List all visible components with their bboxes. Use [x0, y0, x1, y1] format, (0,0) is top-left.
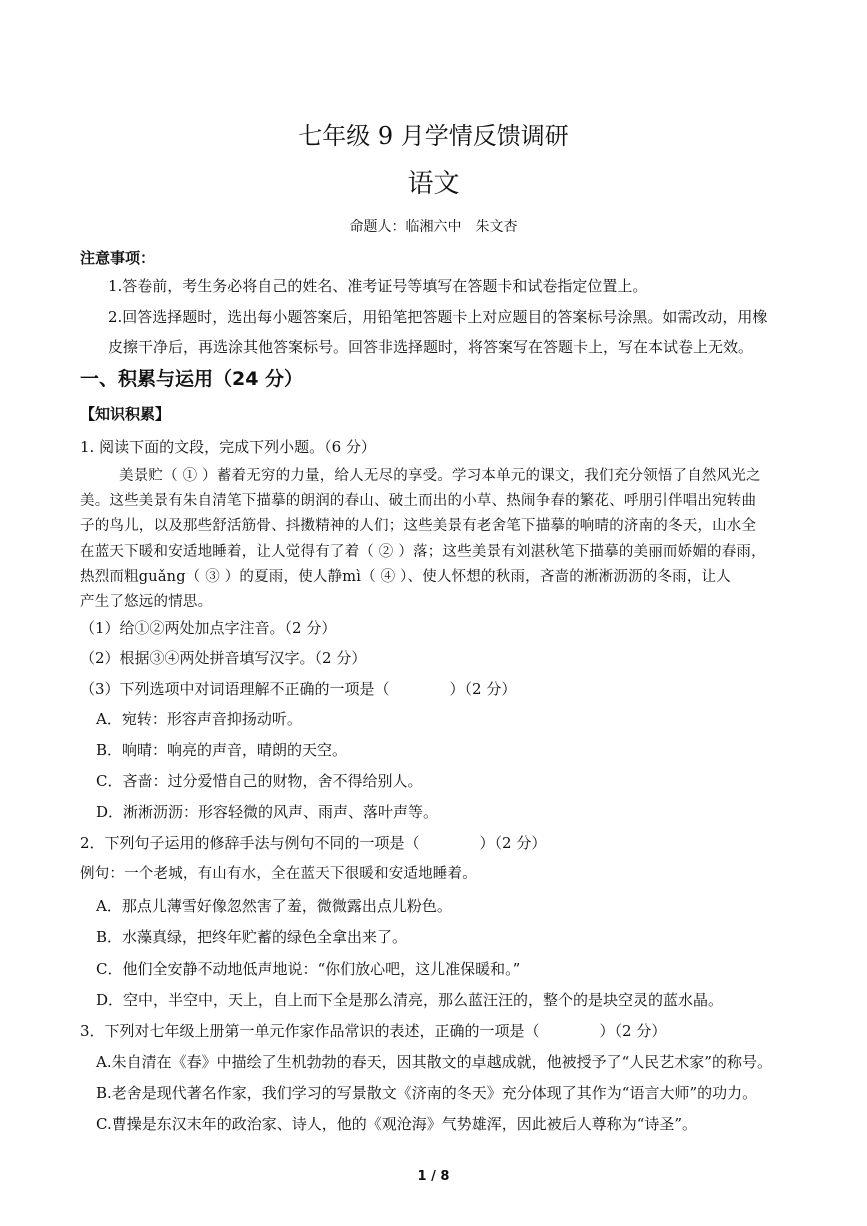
- option: B．水藻真绿，把终年贮蓄的绿色全拿出来了。: [96, 928, 408, 946]
- option: A．那点儿薄雪好像忽然害了羞，微微露出点儿粉色。: [96, 897, 452, 915]
- notice-item: 1.答卷前，考生务必将自己的姓名、准考证号等填写在答题卡和试卷指定位置上。: [108, 277, 648, 295]
- option: B．响晴：响亮的声音，晴朗的天空。: [96, 741, 348, 759]
- notice-item: 2.回答选择题时，选出每小题答案后，用铅笔把答题卡上对应题目的答案标号涂黑。如需改动，用橡: [108, 308, 768, 326]
- option: C.曹操是东汉末年的政治家、诗人，他的《观沧海》气势雄浑，因此被后人尊称为“诗圣”。: [96, 1115, 698, 1133]
- author-line: 命题人：临湘六中 朱文杏: [349, 219, 518, 235]
- question-1-stem: 1. 阅读下面的文段，完成下列小题。（6 分）: [80, 438, 376, 456]
- section-title: 一、积累与运用（24 分）: [80, 368, 304, 390]
- question-3-stem: 3．下列对七年级上册第一单元作家作品常识的表述，正确的一项是（ ）（2 分）: [80, 1022, 667, 1040]
- option: B.老舍是现代著名作家，我们学习的写景散文《济南的冬天》充分体现了其作为“语言大师”的功力。: [96, 1084, 758, 1102]
- subsection-title: 【知识积累】: [80, 405, 171, 423]
- passage-line: 在蓝天下暖和安适地睡着，让人觉得有了着（ ② ）落；这些美景有刘湛秋笔下描摹的美丽而娇媚的春雨，: [80, 544, 766, 560]
- option: C．他们全安静不动地低声地说：“你们放心吧，这儿准保暖和。”: [96, 960, 521, 978]
- passage-line: 美景贮（ ① ）蓄着无穷的力量，给人无尽的享受。学习本单元的课文，我们充分领悟了自然风光之: [119, 468, 761, 484]
- notice-heading: 注意事项：: [80, 249, 156, 267]
- subject-title: 语文: [407, 169, 460, 199]
- passage-line: 美。这些美景有朱自清笔下描摹的朗润的春山、破土而出的小草、热闹争春的繁花、呼朋引伴唱出宛转曲: [80, 493, 757, 509]
- passage-line: 子的鸟儿，以及那些舒活筋骨、抖擞精神的人们；这些美景有老舍笔下描摹的响晴的济南的冬天，山水全: [80, 518, 757, 534]
- passage-line: 产生了悠远的情思。: [80, 594, 213, 610]
- option: D．空中，半空中，天上，自上而下全是那么清亮，那么蓝汪汪的，整个的是块空灵的蓝水晶。: [96, 991, 724, 1009]
- option: A．宛转：形容声音抑扬动听。: [96, 710, 302, 728]
- sub-question: （1）给①②两处加点字注音。（2 分）: [80, 619, 337, 637]
- notice-item: 皮擦干净后，再选涂其他答案标号。回答非选择题时，将答案写在答题卡上，写在本试卷上无效。: [108, 338, 754, 356]
- option: C．吝啬：过分爱惜自己的财物，舍不得给别人。: [96, 772, 423, 790]
- sub-question: （3）下列选项中对词语理解不正确的一项是（ ）（2 分）: [80, 680, 517, 698]
- exam-title: 七年级 9 月学情反馈调研: [298, 122, 569, 150]
- option: D．淅淅沥沥：形容轻微的风声、雨声、落叶声等。: [96, 803, 439, 821]
- option: A.朱自清在《春》中描绘了生机勃勃的春天，因其散文的卓越成就，他被授予了“人民艺术家”的称号。: [96, 1053, 772, 1071]
- example-sentence: 例句：一个老城，有山有水，全在蓝天下很暖和安适地睡着。: [80, 866, 477, 882]
- passage-line: 热烈而粗guǎng（ ③ ）的夏雨，使人静mì（ ④ ）、使人怀想的秋雨，吝啬的淅淅沥沥的冬雨，让人: [80, 569, 731, 585]
- question-2-stem: 2．下列句子运用的修辞手法与例句不同的一项是（ ）（2 分）: [80, 834, 547, 852]
- page-number: 1 / 8: [417, 1169, 450, 1184]
- sub-question: （2）根据③④两处拼音填写汉字。（2 分）: [80, 649, 367, 667]
